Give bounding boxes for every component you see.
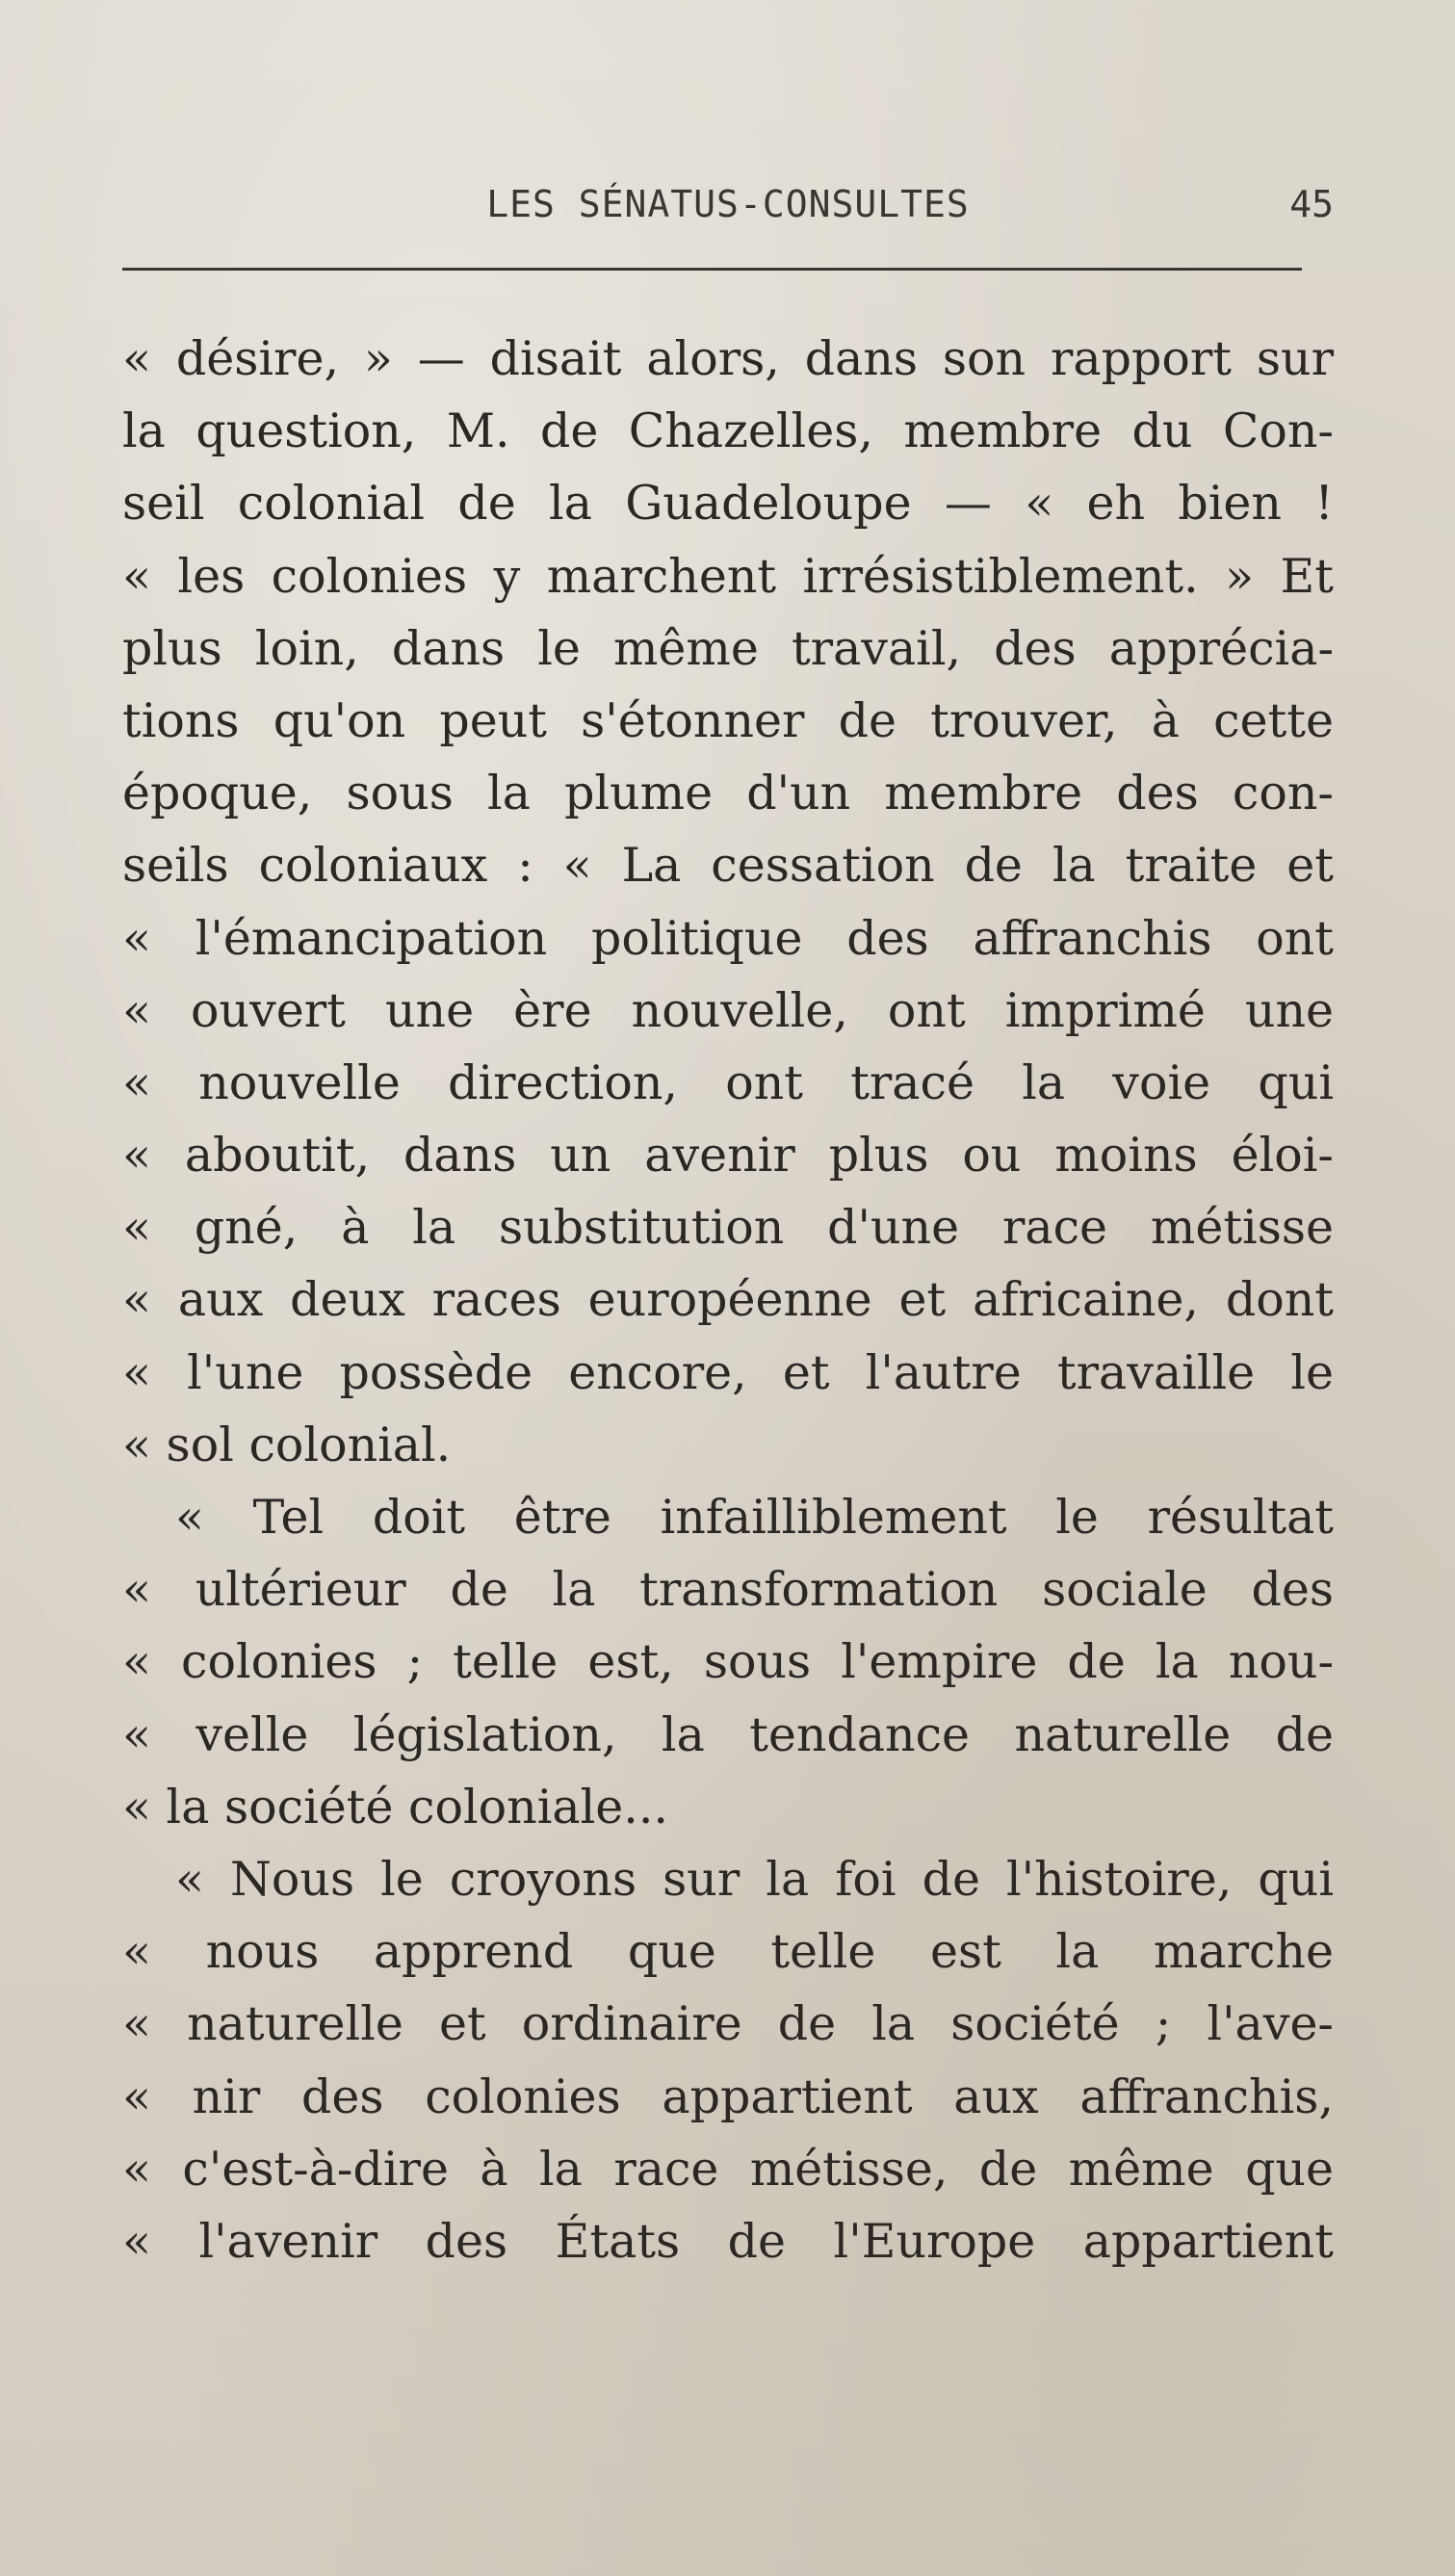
running-head	[122, 183, 1334, 241]
text-line: « Tel doit être infailliblement le résultat	[175, 1490, 1334, 1545]
text-line: « désire, » — disait alors, dans son rapport sur	[122, 331, 1334, 386]
text-line: « nous apprend que telle est la marche	[122, 1924, 1334, 1980]
text-line: tions qu'on peut s'étonner de trouver, à cette	[122, 692, 1334, 748]
header-rule	[122, 268, 1302, 271]
text-line: époque, sous la plume d'un membre des con-	[122, 766, 1334, 821]
text-line: seils coloniaux : « La cessation de la traite et	[122, 838, 1334, 894]
text-line: « ouvert une ère nouvelle, ont imprimé une	[122, 982, 1334, 1038]
text-line: seil colonial de la Guadeloupe — « eh bien !	[122, 476, 1334, 532]
text-line: « ultérieur de la transformation sociale des	[122, 1562, 1334, 1618]
text-line: « nouvelle direction, ont tracé la voie qui	[122, 1054, 1334, 1110]
text-line: « gné, à la substitution d'une race métisse	[122, 1200, 1334, 1256]
running-title: LES SÉNATUS-CONSULTES	[486, 183, 970, 225]
text-line: « aboutit, dans un avenir plus ou moins éloi-	[122, 1128, 1334, 1184]
page-number: 45	[1289, 183, 1334, 225]
text-line: « velle législation, la tendance naturelle de	[122, 1706, 1334, 1762]
text-line: « colonies ; telle est, sous l'empire de la nou-	[122, 1634, 1334, 1690]
text-line: « c'est-à-dire à la race métisse, de même que	[122, 2141, 1334, 2197]
body-text	[122, 323, 1334, 2277]
text-line: « naturelle et ordinaire de la société ; l'ave-	[122, 1996, 1334, 2052]
text-line: « la société coloniale...	[122, 1779, 668, 1834]
text-line: « sol colonial.	[122, 1417, 452, 1472]
text-line: « Nous le croyons sur la foi de l'histoire, qui	[175, 1851, 1334, 1907]
text-line: « l'avenir des États de l'Europe appartient	[122, 2213, 1334, 2269]
text-line: « aux deux races européenne et africaine, dont	[122, 1272, 1334, 1328]
text-line: « l'émancipation politique des affranchis ont	[122, 910, 1334, 966]
text-line: « nir des colonies appartient aux affranchis,	[122, 2069, 1334, 2124]
text-line: plus loin, dans le même travail, des apprécia-	[122, 620, 1334, 676]
text-line: « l'une possède encore, et l'autre travaille le	[122, 1344, 1334, 1400]
text-line: la question, M. de Chazelles, membre du Con-	[122, 403, 1334, 459]
text-line: « les colonies y marchent irrésistiblement. » Et	[122, 548, 1334, 604]
